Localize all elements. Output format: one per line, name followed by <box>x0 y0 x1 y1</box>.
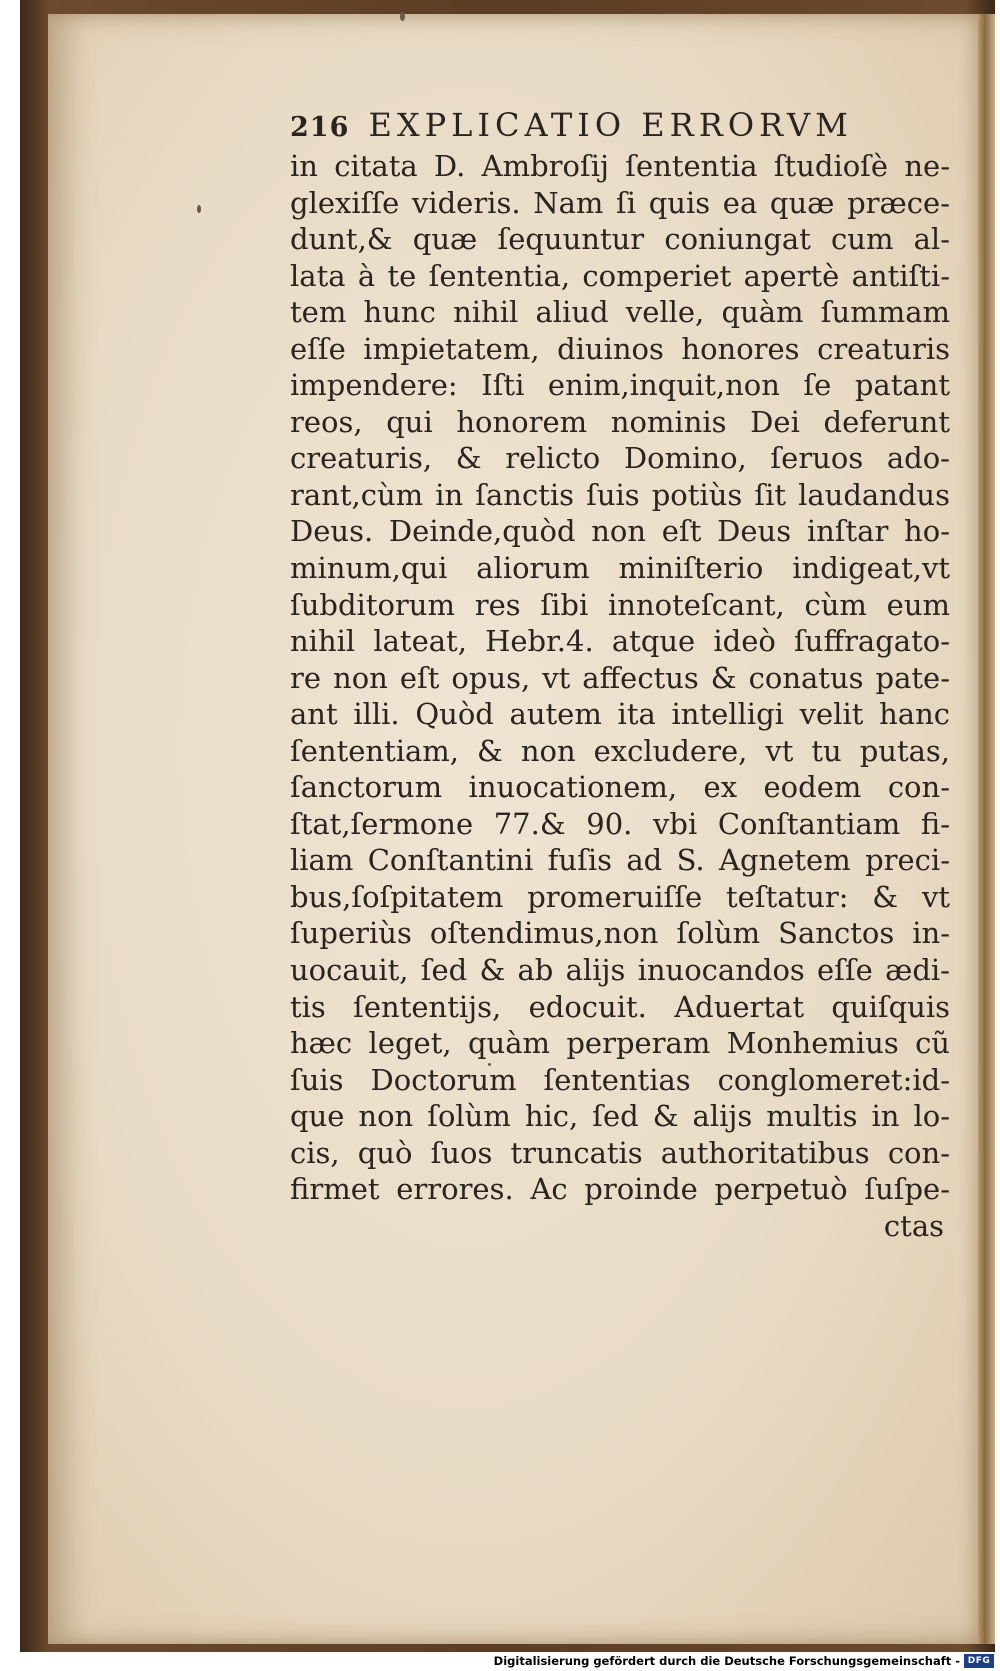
page-number: 216 <box>290 112 350 143</box>
text-line: ſanctorum inuocationem, ex eodem con- <box>290 770 950 805</box>
text-line: tem hunc nihil aliud velle, quàm ſummam <box>290 295 950 330</box>
running-head-title: EXPLICATIO ERRORVM <box>368 106 853 144</box>
text-line: ſententiam, & non excludere, vt tu putas, <box>290 733 950 768</box>
text-line: bus,ſoſpitatem promeruiſſe teſtatur: & vt <box>290 879 950 914</box>
text-line: que non ſolùm hic, ſed & alijs multis in lo- <box>290 1099 950 1134</box>
text-line: ſuperiùs oſtendimus,non ſolùm Sanctos in- <box>290 916 950 951</box>
text-line: cis, quò ſuos truncatis authoritatibus con- <box>290 1135 950 1170</box>
text-line: liam Conſtantini fuſis ad S. Agnetem preci- <box>290 843 950 878</box>
dfg-logo-icon: DFG <box>964 1654 994 1668</box>
text-line: dunt,& quæ ſequuntur coniungat cum al- <box>290 222 950 257</box>
body-text <box>290 148 950 1208</box>
text-line: rant,cùm in ſanctis ſuis potiùs ſit laudandus <box>290 477 950 512</box>
text-line: Deus. Deinde,quòd non eſt Deus inſtar ho- <box>290 514 950 549</box>
text-line: ſuis Doctorum ſententias conglomeret:id- <box>290 1062 950 1097</box>
text-line: lata à te ſententia, comperiet apertè antiſti- <box>290 258 950 293</box>
text-line: uocauit, ſed & ab alijs inuocandos eſſe ædi- <box>290 953 950 988</box>
running-head <box>290 102 950 148</box>
text-line: impendere: Iſti enim,inquit,non ſe patant <box>290 368 950 403</box>
text-line: ant illi. Quòd autem ita intelligi velit hanc <box>290 697 950 732</box>
text-line: ſubditorum res ſibi innoteſcant, cùm eum <box>290 587 950 622</box>
text-line: eſſe impietatem, diuinos honores creaturis <box>290 331 950 366</box>
funding-credit: Digitalisierung gefördert durch die Deutsche Forschungsgemeinschaft - <box>493 1654 960 1668</box>
catchword: ctas <box>883 1208 944 1243</box>
text-line: ſtat,ſermone 77.& 90. vbi Conſtantiam fi- <box>290 806 950 841</box>
paper-speck <box>197 205 201 213</box>
text-line: reos, qui honorem nominis Dei deferunt <box>290 404 950 439</box>
text-line: tis ſententijs, edocuit. Aduertat quiſquis <box>290 989 950 1024</box>
text-block <box>290 102 950 1244</box>
page-gutter <box>978 14 995 1644</box>
text-line: firmet errores. Ac proinde perpetuò ſuſpe- <box>290 1172 950 1207</box>
paper-speck <box>400 12 405 21</box>
text-line: nihil lateat, Hebr.4. atque ideò ſuffragato- <box>290 624 950 659</box>
text-line: in citata D. Ambroſij ſententia ſtudioſè ne- <box>290 149 950 183</box>
text-line: hæc leget, quàm perperam Monhemius cũ <box>290 1026 950 1061</box>
text-line: creaturis, & relicto Domino, ſeruos ado- <box>290 441 950 476</box>
text-line: minum,qui aliorum miniſterio indigeat,vt <box>290 551 950 586</box>
text-line: glexiſſe videris. Nam ſi quis ea quæ præce- <box>290 185 950 220</box>
text-line: re non eſt opus, vt affectus & conatus pate- <box>290 660 950 695</box>
